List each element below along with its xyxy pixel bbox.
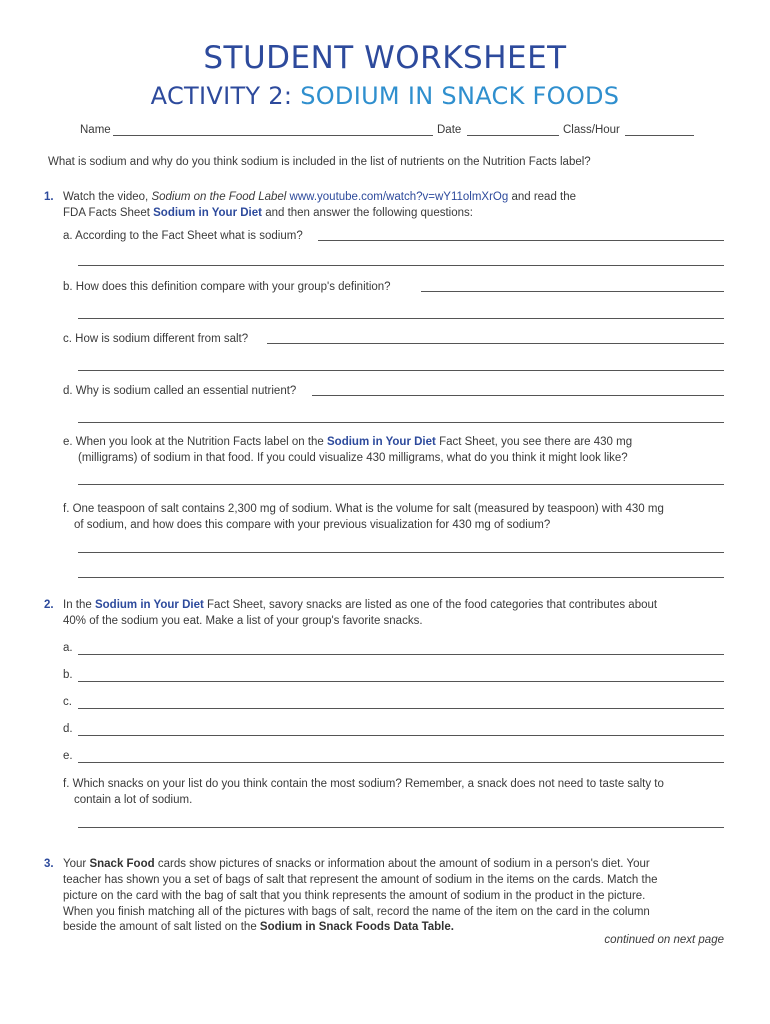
q1a-answer-line[interactable] bbox=[318, 240, 724, 241]
snack-item-label: e. bbox=[63, 750, 73, 762]
name-field[interactable] bbox=[113, 135, 433, 136]
q1e-text: e. When you look at the Nutrition Facts label on the bbox=[63, 436, 324, 448]
q3-line3: picture on the card with the bag of salt that you think represents the amount of sodium in the product in the picture. bbox=[63, 890, 646, 902]
q1b-answer-line[interactable] bbox=[421, 291, 724, 292]
intro-question: What is sodium and why do you think sodium is included in the list of nutrients on the Nutrition Facts label? bbox=[48, 156, 591, 168]
video-title: Sodium on the Food Label bbox=[151, 191, 287, 203]
date-label: Date bbox=[437, 124, 462, 136]
snack-item-line[interactable] bbox=[78, 762, 724, 763]
name-label: Name bbox=[80, 124, 111, 136]
q1b-answer-line[interactable] bbox=[78, 318, 724, 319]
continued-note: continued on next page bbox=[604, 934, 724, 946]
fact-sheet-link[interactable]: Sodium in Your Diet bbox=[327, 436, 436, 448]
activity-title bbox=[0, 82, 770, 110]
q1d-question: d. Why is sodium called an essential nutrient? bbox=[63, 385, 297, 397]
snack-item-label: a. bbox=[63, 642, 73, 654]
q1c-answer-line[interactable] bbox=[267, 343, 724, 344]
snack-item-line[interactable] bbox=[78, 681, 724, 682]
q1-line2 bbox=[63, 205, 473, 221]
snack-item-line[interactable] bbox=[78, 708, 724, 709]
q2-line2: 40% of the sodium you eat. Make a list of your group's favorite snacks. bbox=[63, 615, 423, 627]
q1c-answer-line[interactable] bbox=[78, 370, 724, 371]
q1f-line2: of sodium, and how does this compare with your previous visualization for 430 mg of sodium? bbox=[74, 519, 551, 531]
q1a-question: a. According to the Fact Sheet what is sodium? bbox=[63, 230, 303, 242]
q2-text: In the bbox=[63, 599, 92, 611]
q3-text: beside the amount of salt listed on the bbox=[63, 921, 257, 933]
video-link[interactable]: www.youtube.com/watch?v=wY11olmXrOg bbox=[289, 191, 509, 203]
worksheet-title: STUDENT WORKSHEET bbox=[203, 40, 567, 76]
snack-item-label: c. bbox=[63, 696, 72, 708]
fact-sheet-link[interactable]: Sodium in Your Diet bbox=[94, 599, 204, 611]
q3-line2: teacher has shown you a set of bags of salt that represent the amount of sodium in the items on the cards. Match the bbox=[63, 874, 658, 886]
q1a-answer-line[interactable] bbox=[78, 265, 724, 266]
q2f-line1: f. Which snacks on your list do you think contain the most sodium? Remember, a snack does not need to taste salty to bbox=[63, 778, 664, 790]
q3-text: Your bbox=[63, 858, 87, 870]
q1-text: Watch the video, bbox=[63, 191, 149, 203]
q1b-question: b. How does this definition compare with your group's definition? bbox=[63, 281, 391, 293]
q1e-answer-line[interactable] bbox=[78, 484, 724, 485]
q3-number: 3. bbox=[44, 858, 54, 870]
q1f-line1: f. One teaspoon of salt contains 2,300 mg of sodium. What is the volume for salt (measured by teaspoon) with 430 mg bbox=[63, 503, 664, 515]
snack-item-line[interactable] bbox=[78, 735, 724, 736]
q1d-answer-line[interactable] bbox=[312, 395, 724, 396]
q1f-answer-line[interactable] bbox=[78, 577, 724, 578]
snack-item-label: d. bbox=[63, 723, 73, 735]
q3-line5 bbox=[63, 919, 454, 935]
q2f-answer-line[interactable] bbox=[78, 827, 724, 828]
data-table-name: Sodium in Snack Foods Data Table. bbox=[259, 921, 454, 933]
date-field[interactable] bbox=[467, 135, 559, 136]
q1d-answer-line[interactable] bbox=[78, 422, 724, 423]
classhour-label: Class/Hour bbox=[563, 124, 620, 136]
q1e-line2: (milligrams) of sodium in that food. If you could visualize 430 milligrams, what do you think it might look like? bbox=[78, 452, 628, 464]
snack-item-line[interactable] bbox=[78, 654, 724, 655]
q1c-question: c. How is sodium different from salt? bbox=[63, 333, 249, 345]
q1e-text: Fact Sheet, you see there are 430 mg bbox=[439, 436, 633, 448]
activity-prefix: ACTIVITY 2: bbox=[150, 82, 293, 110]
q2-number: 2. bbox=[44, 599, 54, 611]
q1-text: and then answer the following questions: bbox=[265, 207, 473, 219]
snack-item-label: b. bbox=[63, 669, 73, 681]
q1-number: 1. bbox=[44, 191, 54, 203]
q3-line1 bbox=[63, 856, 650, 872]
activity-name: SODIUM IN SNACK FOODS bbox=[300, 82, 620, 110]
fact-sheet-link[interactable]: Sodium in Your Diet bbox=[153, 207, 262, 219]
q1e-line1 bbox=[63, 434, 632, 450]
q3-text: cards show pictures of snacks or information about the amount of sodium in a person's diet. Your bbox=[157, 858, 650, 870]
snack-food-cards: Snack Food bbox=[89, 858, 155, 870]
q1-text: FDA Facts Sheet bbox=[63, 207, 150, 219]
q1-text: and read the bbox=[511, 191, 577, 203]
q2f-line2: contain a lot of sodium. bbox=[74, 794, 193, 806]
q2-text: Fact Sheet, savory snacks are listed as one of the food categories that contributes about bbox=[207, 599, 658, 611]
q3-line4: When you finish matching all of the pictures with bags of salt, record the name of the item on the card in the column bbox=[63, 906, 650, 918]
q1f-answer-line[interactable] bbox=[78, 552, 724, 553]
q2-line1 bbox=[63, 597, 657, 613]
q1-line1 bbox=[63, 189, 576, 205]
classhour-field[interactable] bbox=[625, 135, 694, 136]
